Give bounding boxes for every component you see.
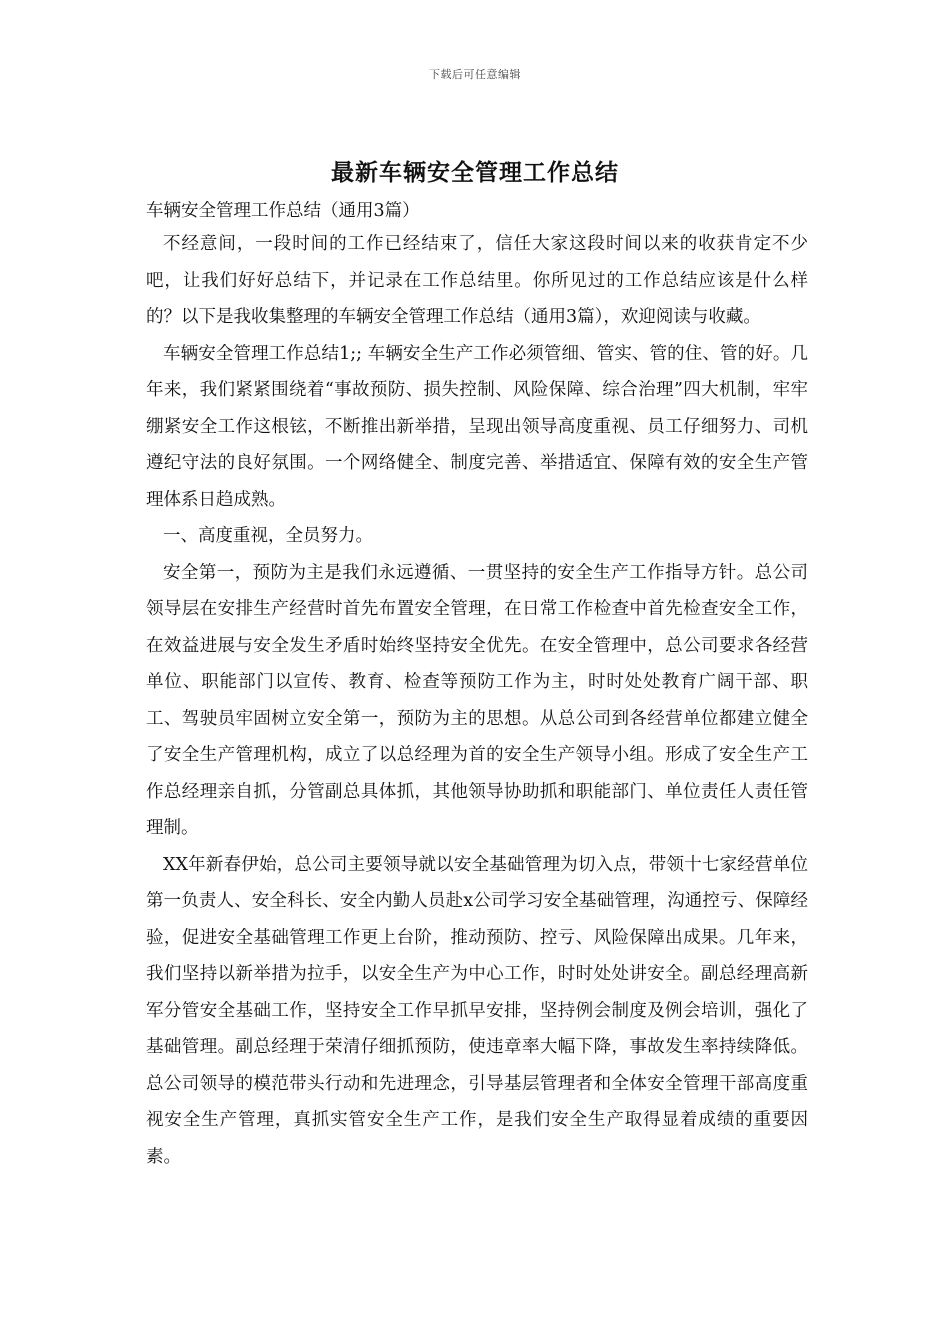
paragraph-intro: 不经意间，一段时间的工作已经结束了，信任大家这段时间以来的收获肯定不少吧，让我们好好总结下，并记录在工作总结里。你所见过的工作总结应该是什么样的？以下是我收集整理的车辆安全管理工作总结（通用3篇），欢迎阅读与收藏。 [146, 234, 808, 327]
paragraph-new-year: XX年新春伊始，总公司主要领导就以安全基础管理为切入点，带领十七家经营单位第一负责人、安全科长、安全内勤人员赴x公司学习安全基础管理，沟通控亏、保障经验，促进安全基础管理工作更上台阶，推动预防、控亏、风险保障出成果。几年来，我们坚持以新举措为拉手，以安全生产为中心工作，时时处处讲安全。副总经理高新军分管安全基础工作，坚持安全工作早抓早安排，坚持例会制度及例会培训，强化了基础管理。副总经理于荣清仔细抓预防，使违章率大幅下降，事故发生率持续降低。总公司领导的模范带头行动和先进理念，引导基层管理者和全体安全管理干部高度重视安全生产管理，真抓实管安全生产工作，是我们安全生产取得显着成绩的重要因素。 [146, 854, 808, 1167]
header-note: 下载后可任意编辑 [429, 68, 521, 81]
paragraph-safety-first: 安全第一，预防为主是我们永远遵循、一贯坚持的安全生产工作指导方针。总公司领导层在安排生产经营时首先布置安全管理，在日常工作检查中首先检查安全工作，在效益进展与安全发生矛盾时始终坚持安全优先。在安全管理中，总公司要求各经营单位、职能部门以宣传、教育、检查等预防工作为主，时时处处教育广阔干部、职工、驾驶员牢固树立安全第一，预防为主的思想。从总公司到各经营单位都建立健全了安全生产管理机构，成立了以总经理为首的安全生产领导小组。形成了安全生产工作总经理亲自抓，分管副总具体抓，其他领导协助抓和职能部门、单位责任人责任管理制。 [146, 562, 808, 838]
section-heading: 一、高度重视，全员努力。 [163, 526, 373, 546]
document-title: 最新车辆安全管理工作总结 [331, 159, 619, 186]
document-body [146, 196, 808, 1175]
document-subtitle: 车辆安全管理工作总结（通用3篇） [146, 201, 420, 221]
paragraph-summary-1: 车辆安全管理工作总结1;; 车辆安全生产工作必须管细、管实、管的住、管的好。几年来，我们紧紧围绕着“事故预防、损失控制、风险保障、综合治理”四大机制，牢牢绷紧安全工作这根铉，不断推出新举措，呈现出领导高度重视、员工仔细努力、司机遵纪守法的良好氛围。一个网络健全、制度完善、举措适宜、保障有效的安全生产管理体系日趋成熟。 [146, 343, 808, 510]
